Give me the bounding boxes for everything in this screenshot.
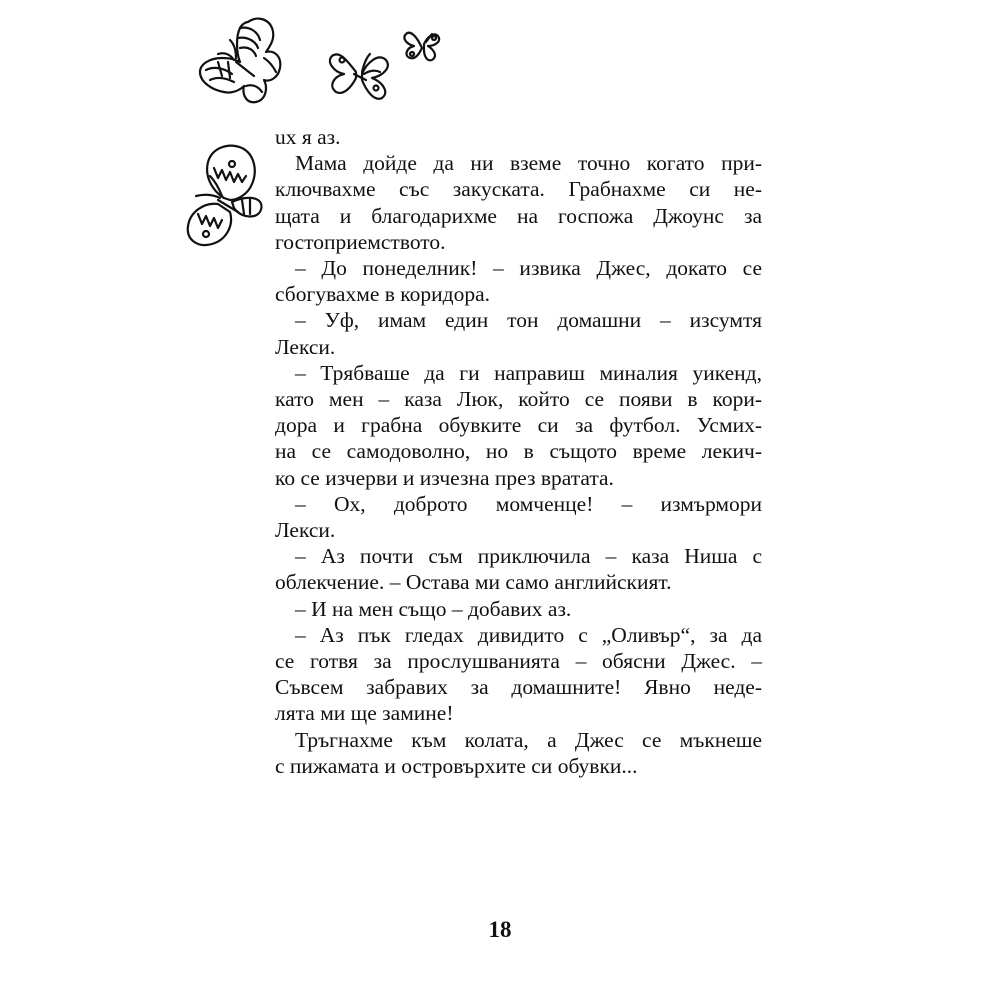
text-line: Мама дойде да ни вземе точно когато при- (295, 151, 762, 176)
text-line: ко се изчерви и изчезна през вратата. (275, 465, 614, 490)
text-line: облекчение. – Остава ми само английският. (275, 570, 672, 595)
paragraph (275, 360, 762, 491)
text-line: дора и грабна обувките си за футбол. Усмих- (275, 413, 762, 438)
text-line: сбогувахме в коридора. (275, 282, 490, 307)
text-line: като мен – каза Люк, който се появи в кори- (275, 387, 762, 412)
paragraph (275, 150, 762, 255)
text-line: ux я аз. (275, 125, 341, 149)
paragraph (275, 491, 762, 543)
butterfly-margin-icon (184, 142, 266, 252)
paragraph (275, 622, 762, 727)
text-line: Лекси. (275, 334, 336, 359)
text-line: щата и благодарихме на госпожа Джоунс за (275, 203, 762, 228)
butterfly-medium-icon (326, 42, 394, 104)
butterfly-small-icon (402, 28, 442, 64)
text-line: Съвсем забравих за домашните! Явно неде- (275, 675, 762, 700)
paragraph (275, 255, 762, 307)
paragraph (275, 124, 762, 150)
paragraph (275, 543, 762, 595)
text-line: гостоприемството. (275, 229, 446, 254)
text-line: – До понеделник! – извика Джес, докато се (295, 256, 762, 281)
text-line: – Уф, имам един тон домашни – изсумтя (295, 308, 762, 333)
paragraph (275, 596, 762, 622)
body-text (275, 124, 762, 779)
text-line: – Аз почти съм приключила – каза Ниша с (295, 544, 762, 569)
text-line: на се самодоволно, но в същото време лекич- (275, 439, 762, 464)
butterfly-large-icon (196, 14, 296, 109)
text-line: с пижамата и островърхите си обувки... (275, 753, 638, 778)
paragraph (275, 727, 762, 779)
text-line: – Трябваше да ги направиш миналия уикенд, (295, 360, 762, 385)
text-line: се готвя за прослушванията – обясни Джес. – (275, 649, 762, 674)
page-number: 18 (488, 917, 512, 942)
text-line: – Ох, доброто момченце! – измърмори (295, 491, 762, 516)
paragraph (275, 307, 762, 359)
text-line: – Аз пък гледах дивидито с „Оливър“, за да (295, 622, 762, 647)
text-line: – И на мен също – добавих аз. (295, 596, 572, 621)
text-line: ключвахме със закуската. Грабнахме си не- (275, 177, 762, 202)
text-line: лята ми ще замине! (275, 701, 454, 726)
text-line: Тръгнахме към колата, а Джес се мъкнеше (295, 727, 762, 752)
text-line: Лекси. (275, 518, 336, 543)
